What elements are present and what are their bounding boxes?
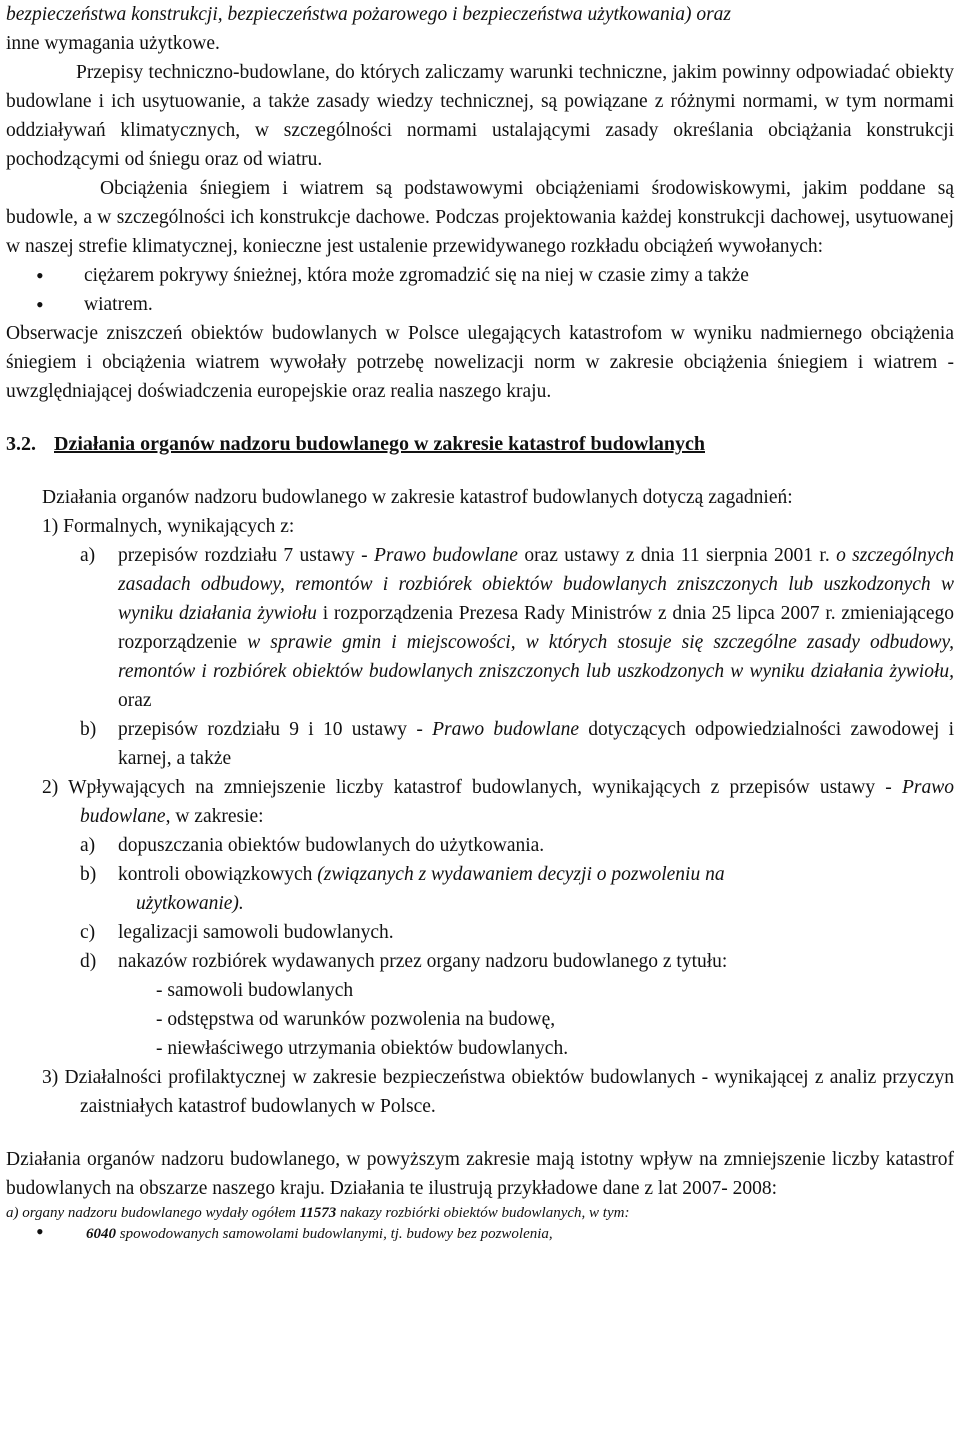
section-title: Działania organów nadzoru budowlanego w zakresie katastrof budowlanych [54,433,705,455]
text-run: przepisów rozdziału 9 i 10 ustawy - [118,719,433,740]
list-item-1b [6,715,954,773]
list-item [6,1223,954,1245]
text-run: a) organy nadzoru budowlanego wydały ogółem [6,1205,300,1221]
text-run: oraz [118,690,152,711]
list-text: dopuszczania obiektów budowlanych do użytkowania. [118,835,545,856]
demolition-count: 11573 [299,1205,337,1221]
footnote-line [6,1203,954,1223]
paragraph-continuation: bezpieczeństwa konstrukcji, bezpieczeństwa pożarowego i bezpieczeństwa użytkowania) oraz [6,4,732,25]
text-run: przepisów rozdziału 7 ustawy - [118,545,374,566]
list-label: b) [80,864,97,885]
list-item: • ciężarem pokrywy śnieżnej, która może zgromadzić się na niej w czasie zimy a także [6,261,954,290]
list-item-1a [6,541,954,715]
footnote-bullet-list [6,1223,954,1245]
text-run: (związanych z wydawaniem decyzji o pozwoleniu na [317,864,725,885]
text-run: użytkowanie). [136,893,244,914]
text-run: kontroli obowiązkowych [118,864,318,885]
law-title: Prawo budowlane [432,719,579,740]
sub-list [6,976,954,1063]
text-run: nakazy rozbiórki obiektów budowlanych, w tym: [336,1205,630,1221]
text-run: spowodowanych samowolami budowlanymi, tj. budowy bez pozwolenia, [116,1226,553,1242]
sub-list-item: - odstępstwa od warunków pozwolenia na budowę, [156,1009,556,1030]
list-text: Formalnych, wynikających z: [63,516,295,537]
list-text: legalizacji samowoli budowlanych. [118,922,394,943]
list-item-2d [6,947,954,976]
law-title: Prawo budowlane [80,777,954,827]
list-label: 1) [42,516,59,537]
paragraph-snow-wind-loads: Obciążenia śniegiem i wiatrem są podstawowymi obciążeniami środowiskowymi, jakim poddane są budowle, a w szczególności ich konstrukcje dachowe. Podczas projektowania każdej konstrukcji dachowej, usytuowanej w naszej strefie klimatycznej, konieczne jest ustalenie przewidywanego rozkładu obciążeń wywołanych: [6,178,954,257]
paragraph-observations: Obserwacje zniszczeń obiektów budowlanych w Polsce ulegających katastrofom w wyniku nadmiernego obciążenia śniegiem i obciążenia wiatrem wywołały potrzebę nowelizacji norm w zakresie obciążenia śniegiem i wiatrem - uwzględniającej doświadczenia europejskie oraz realia naszego kraju. [6,323,954,402]
law-title: Prawo budowlane [374,545,518,566]
paragraph-continuation-end: inne wymagania użytkowe. [6,33,220,54]
sub-list-item: - niewłaściwego utrzymania obiektów budowlanych. [156,1038,569,1059]
list-item: • wiatrem. [6,290,954,319]
paragraph-intro: Działania organów nadzoru budowlanego w zakresie katastrof budowlanych dotyczą zagadnień: [42,487,793,508]
list-label: a) [80,835,96,856]
list-item-2c [6,918,954,947]
paragraph-technical-regulations: Przepisy techniczno-budowlane, do których zaliczamy warunki techniczne, jakim powinny odpowiadać obiekty budowlane i ich usytuowanie, a także zasady wiedzy technicznej, są powiązane z różnymi normami, w tym normami oddziaływań klimatycznych, w szczególności normami ustalającymi zasady określania obciążania konstrukcji pochodzącymi od śniegu oraz od wiatru. [6,62,954,170]
list-item-2b [6,860,954,918]
list-item-2a [6,831,954,860]
text-run: , w zakresie: [165,806,264,827]
paragraph-effects: Działania organów nadzoru budowlanego, w powyższym zakresie mają istotny wpływ na zmniejszenie liczby katastrof budowlanych na obszarze naszego kraju. Działania te ilustrują przykładowe dane z lat 2007- 2008: [6,1149,954,1199]
text-run: Wpływających na zmniejszenie liczby katastrof budowlanych, wynikających z przepisów ustawy - [68,777,902,798]
list-label: 3) [42,1067,59,1088]
list-label: b) [80,719,97,740]
list-item-3 [6,1063,954,1121]
list-label: d) [80,951,97,972]
list-text: Działalności profilaktycznej w zakresie bezpieczeństwa obiektów budowlanych - wynikającej z analiz przyczyn zaistniałych katastrof budowlanych w Polsce. [64,1067,955,1117]
load-bullet-list [6,261,954,319]
text-run: oraz ustawy z dnia 11 sierpnia 2001 r. [517,545,837,566]
list-label: a) [80,545,96,566]
law-title: o szczególnych zasadach odbudowy, remontów i rozbiórek obiektów budowlanych zniszczonych lub uszkodzonych w wyniku działania żywiołu [118,545,954,624]
unauthorized-count: 6040 [86,1226,116,1242]
section-heading [6,430,954,459]
text-run: dotyczących odpowiedzialności zawodowej i karnej, a także [118,719,955,769]
section-number: 3.2. [6,433,36,455]
sub-list-item: - samowoli budowlanych [156,980,354,1001]
list-label: 2) [42,777,59,798]
list-item-2 [6,773,954,831]
law-title: w sprawie gmin i miejscowości, w których stosuje się szczególne zasady odbudowy, remontów i rozbiórek obiektów budowlanych zniszczonych lub uszkodzonych w wyniku działania żywiołu, [118,632,954,682]
text-run: i rozporządzenia Prezesa Rady Ministrów z dnia 25 lipca 2007 r. zmieniającego rozporządzenie [118,603,954,653]
list-label: c) [80,922,96,943]
list-item-1 [6,512,954,541]
list-text: nakazów rozbiórek wydawanych przez organy nadzoru budowlanego z tytułu: [118,951,728,972]
